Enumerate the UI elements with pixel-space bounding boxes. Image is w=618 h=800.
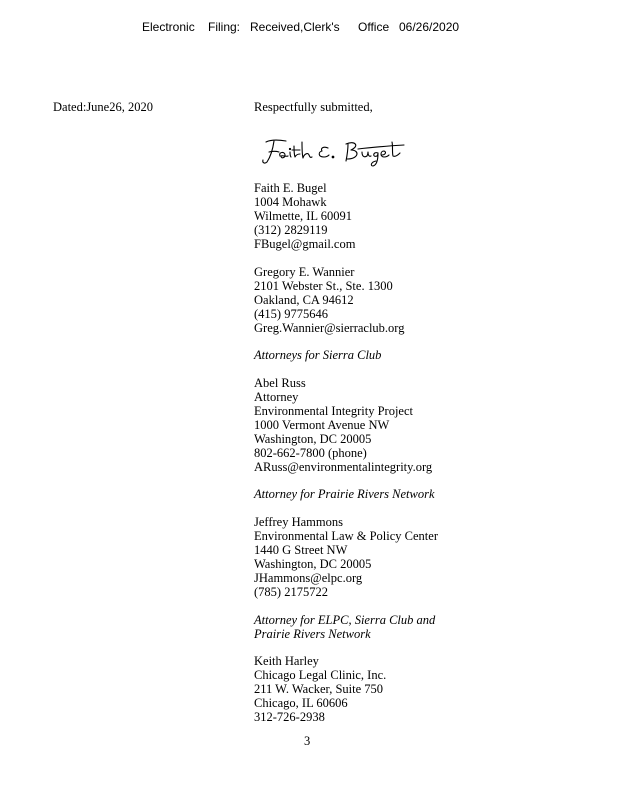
russ-phone: 802-662-7800 (phone) bbox=[254, 446, 367, 460]
bugel-street: 1004 Mohawk bbox=[254, 195, 327, 209]
bugel-city: Wilmette, IL 60091 bbox=[254, 209, 352, 223]
hammons-city: Washington, DC 20005 bbox=[254, 557, 372, 571]
russ-title: Attorney bbox=[254, 390, 299, 404]
attorney-for-elpc bbox=[254, 613, 435, 641]
header-electronic: Electronic bbox=[142, 20, 195, 34]
harley-name: Keith Harley bbox=[254, 654, 319, 668]
header-office: Office bbox=[358, 20, 390, 34]
signature-block-harley bbox=[254, 654, 386, 724]
wannier-street: 2101 Webster St., Ste. 1300 bbox=[254, 279, 393, 293]
handwritten-signature bbox=[258, 134, 418, 170]
russ-org: Environmental Integrity Project bbox=[254, 404, 413, 418]
harley-street: 211 W. Wacker, Suite 750 bbox=[254, 682, 384, 696]
page-number: 3 bbox=[304, 734, 311, 748]
wannier-city: Oakland, CA 94612 bbox=[254, 293, 354, 307]
wannier-name: Gregory E. Wannier bbox=[254, 265, 355, 279]
hammons-phone: (785) 2175722 bbox=[254, 585, 328, 599]
signature-block-hammons bbox=[254, 515, 438, 599]
harley-org: Chicago Legal Clinic, Inc. bbox=[254, 668, 387, 682]
russ-email: ARuss@environmentalintegrity.org bbox=[254, 460, 433, 474]
russ-city: Washington, DC 20005 bbox=[254, 432, 372, 446]
signature-block-wannier bbox=[254, 265, 405, 335]
harley-city: Chicago, IL 60606 bbox=[254, 696, 348, 710]
header-filing: Filing: bbox=[208, 20, 241, 34]
header-received: Received,Clerk's bbox=[250, 20, 340, 34]
hammons-org: Environmental Law & Policy Center bbox=[254, 529, 438, 543]
attorney-for-prairie-rivers: Attorney for Prairie Rivers Network bbox=[254, 487, 435, 501]
bugel-phone: (312) 2829119 bbox=[254, 223, 328, 237]
russ-name: Abel Russ bbox=[254, 376, 306, 390]
hammons-name: Jeffrey Hammons bbox=[254, 515, 343, 529]
bugel-email: FBugel@gmail.com bbox=[254, 237, 356, 251]
bugel-name: Faith E. Bugel bbox=[254, 181, 327, 195]
harley-phone: 312-726-2938 bbox=[254, 710, 325, 724]
attorneys-for-sierra-club: Attorneys for Sierra Club bbox=[254, 348, 382, 362]
header-date: 06/26/2020 bbox=[399, 20, 460, 34]
russ-street: 1000 Vermont Avenue NW bbox=[254, 418, 390, 432]
signature-block-russ bbox=[254, 376, 432, 474]
signature-block-bugel bbox=[254, 181, 355, 251]
hammons-email: JHammons@elpc.org bbox=[254, 571, 363, 585]
wannier-phone: (415) 9775646 bbox=[254, 307, 328, 321]
hammons-street: 1440 G Street NW bbox=[254, 543, 348, 557]
dated-line: Dated:June26, 2020 bbox=[53, 100, 153, 114]
attorney-elpc-line-1: Attorney for ELPC, Sierra Club and bbox=[254, 613, 436, 627]
attorney-elpc-line-2: Prairie Rivers Network bbox=[254, 627, 371, 641]
closing-line: Respectfully submitted, bbox=[254, 100, 373, 114]
wannier-email: Greg.Wannier@sierraclub.org bbox=[254, 321, 405, 335]
